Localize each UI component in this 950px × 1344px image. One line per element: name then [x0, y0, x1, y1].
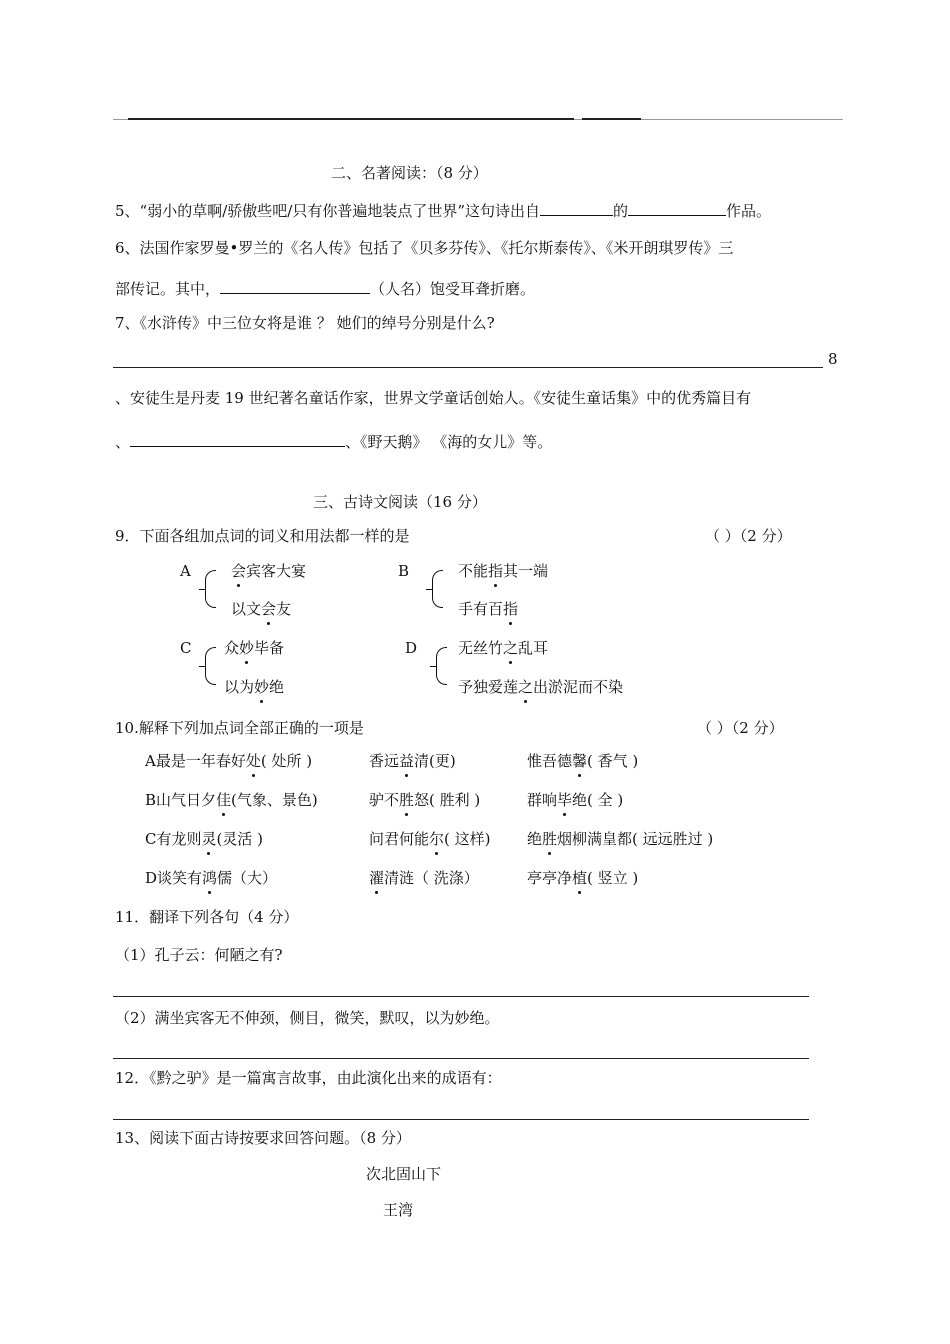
question-10-stem: 10.解释下列加点词全部正确的一项是	[115, 719, 364, 737]
header-rule-bold-2	[582, 118, 641, 120]
emphasis-dotted-char: 尔	[429, 830, 445, 848]
q10-b-3: 群响毕绝( 全 )	[527, 791, 624, 809]
question-9-stem: 9．下面各组加点词的词义和用法都一样的是	[115, 527, 410, 545]
q10-c-3: 绝胜烟柳满皇都( 远远胜过 )	[527, 830, 714, 848]
q9-option-c-label: C	[180, 639, 192, 657]
emphasis-dotted-char: 指	[503, 600, 519, 618]
q9-option-d-brace	[436, 647, 447, 685]
q9-option-b-line2: 手有百指	[458, 600, 519, 618]
question-11-stem: 11．翻译下列各句（4 分）	[115, 908, 299, 926]
question-5	[115, 199, 771, 221]
emphasis-dotted-char: 之	[518, 678, 534, 696]
q9-option-d-line2: 予独爱莲之出淤泥而不染	[458, 678, 624, 696]
q10-d-2: 濯清涟（ 洗涤）	[369, 869, 479, 887]
q12-answer-line[interactable]	[113, 1119, 809, 1120]
q9-option-a-label: A	[180, 562, 191, 580]
q9-option-a-brace	[205, 570, 216, 608]
q10-d-3: 亭亭净植( 竖立 )	[527, 869, 639, 887]
q8-blank[interactable]	[130, 430, 345, 447]
q11-answer-line-2[interactable]	[113, 1058, 809, 1059]
q10-a-1: A最是一年春好处( 处所 )	[145, 752, 313, 770]
header-rule-bold-1	[128, 118, 574, 120]
emphasis-dotted-char: 馨	[572, 752, 588, 770]
emphasis-dotted-char: 植	[572, 869, 588, 887]
q9-option-c-brace	[205, 647, 216, 685]
question-13-stem: 13、阅读下面古诗按要求回答问题。（8 分）	[115, 1129, 411, 1147]
q11-sentence-1: （1）孔子云：何陋之有?	[115, 946, 283, 964]
q6-text-a: 部传记。其中，	[115, 280, 221, 298]
poem-title: 次北固山下	[366, 1165, 442, 1183]
emphasis-dotted-char: 处	[245, 752, 261, 770]
section-2-title: 二、名著阅读：（8 分）	[331, 164, 488, 182]
q9-option-d-label: D	[405, 639, 418, 657]
question-7: 7、《水浒传》中三位女将是谁 ？ 她们的绰号分别是什么?	[115, 314, 495, 332]
q10-answer-paren[interactable]: （ ）（2 分）	[697, 719, 784, 737]
q9-answer-paren[interactable]: （ ）（2 分）	[705, 527, 792, 545]
q5-text-a: 5、“弱小的草啊/骄傲些吧/只有你普遍地装点了世界”这句诗出自	[115, 202, 540, 220]
emphasis-dotted-char: 益	[399, 752, 415, 770]
emphasis-dotted-char: 胜	[542, 830, 558, 848]
q8-number: 8	[828, 350, 838, 368]
q9-option-a-line1: 会宾客大宴	[231, 562, 307, 580]
emphasis-dotted-char: 会	[231, 562, 247, 580]
emphasis-dotted-char: 鸿	[202, 869, 218, 887]
q10-b-1: B山气日夕佳(气象、景色)	[145, 791, 318, 809]
q10-a-3: 惟吾德馨( 香气 )	[527, 752, 639, 770]
emphasis-dotted-char: 灵	[201, 830, 217, 848]
question-6-line2	[115, 277, 535, 299]
emphasis-dotted-char: 之	[503, 639, 519, 657]
q10-b-2: 驴不胜怒( 胜利 )	[369, 791, 481, 809]
question-6-line1: 6、法国作家罗曼•罗兰的《名人传》包括了《贝多芬传》、《托尔斯泰传》、《米开朗琪罗传》三	[115, 239, 734, 257]
q11-answer-line-1[interactable]	[113, 996, 809, 997]
q5-text-b: 的	[613, 202, 629, 220]
q9-option-c-line2: 以为妙绝	[224, 678, 285, 696]
emphasis-dotted-char: 会	[261, 600, 277, 618]
q5-blank-work[interactable]	[628, 199, 726, 216]
emphasis-dotted-char: 濯	[369, 869, 385, 887]
emphasis-dotted-char: 佳	[216, 791, 232, 809]
section-3-title: 三、古诗文阅读（16 分）	[313, 493, 487, 511]
q10-a-2: 香远益清(更)	[369, 752, 456, 770]
q10-c-2: 问君何能尔( 这样)	[369, 830, 491, 848]
q9-option-b-line1: 不能指其一端	[458, 562, 549, 580]
emphasis-dotted-char: 胜	[399, 791, 415, 809]
q9-option-a-line2: 以文会友	[231, 600, 292, 618]
q9-option-b-label: B	[398, 562, 410, 580]
poem-author: 王湾	[383, 1201, 414, 1219]
q11-sentence-2: （2）满坐宾客无不伸颈，侧目，微笑，默叹，以为妙绝。	[115, 1009, 500, 1027]
q9-option-c-line1: 众妙毕备	[224, 639, 285, 657]
q5-text-c: 作品。	[726, 202, 772, 220]
q9-option-d-line1: 无丝竹之乱耳	[458, 639, 549, 657]
emphasis-dotted-char: 妙	[254, 678, 270, 696]
question-12-stem: 12．《黔之驴》是一篇寓言故事，由此演化出来的成语有：	[115, 1069, 502, 1087]
q6-blank-name[interactable]	[220, 277, 370, 294]
q10-d-1: D谈笑有鸿儒（大）	[145, 869, 278, 887]
q6-text-b: （人名）饱受耳聋折磨。	[370, 280, 536, 298]
question-8-line2	[115, 430, 552, 452]
q8-text-b: 、《野天鹅》 《海的女儿》等。	[345, 433, 553, 451]
q10-c-1: C有龙则灵(灵活 )	[145, 830, 263, 848]
q8-text-a: 、	[115, 433, 131, 451]
q9-option-b-brace	[432, 570, 443, 608]
emphasis-dotted-char: 妙	[239, 639, 255, 657]
q5-blank-author[interactable]	[540, 199, 613, 216]
emphasis-dotted-char: 指	[488, 562, 504, 580]
q7-answer-line[interactable]	[113, 367, 823, 368]
question-8-line1: 、安徒生是丹麦 19 世纪著名童话作家，世界文学童话创始人。《安徒生童话集》中的优秀篇目有	[115, 389, 752, 407]
emphasis-dotted-char: 毕	[557, 791, 573, 809]
